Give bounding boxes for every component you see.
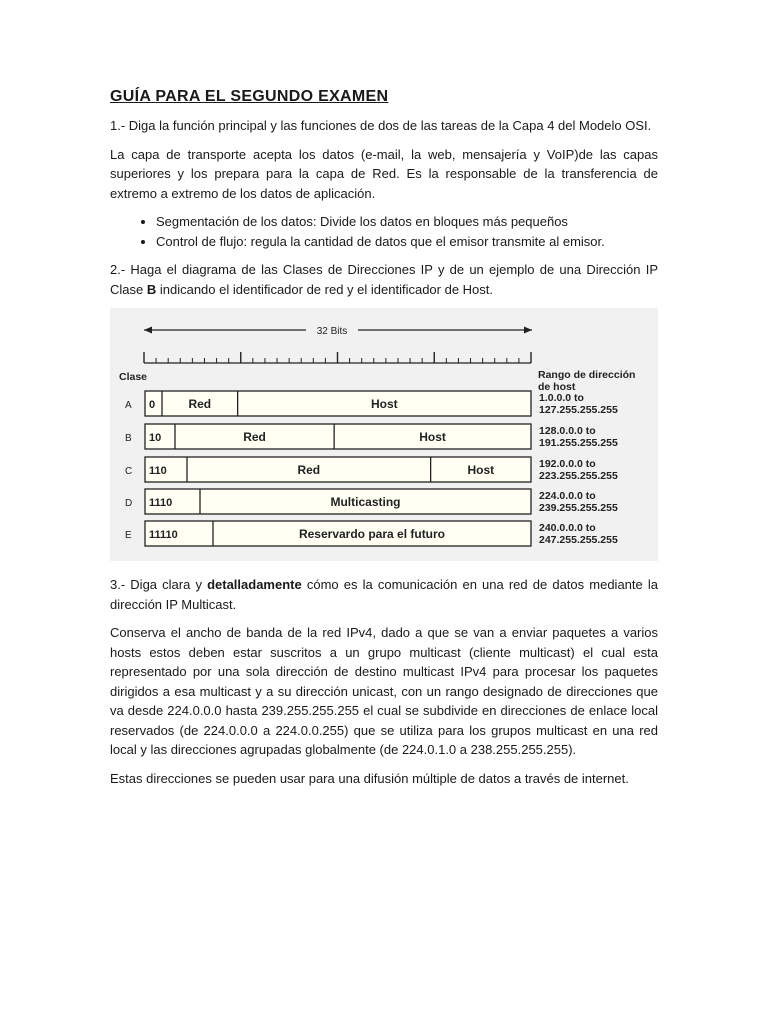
- range-start: 192.0.0.0 to: [539, 458, 596, 470]
- question-3-bold: detalladamente: [207, 577, 302, 592]
- range-start: 1.0.0.0 to: [539, 392, 584, 404]
- class-row-c: [125, 457, 618, 482]
- ip-class-diagram-svg: [110, 308, 658, 561]
- field-label: Red: [297, 463, 321, 477]
- question-2-text-end: indicando el identificador de red y el identificador de Host.: [156, 281, 494, 297]
- field-label: Red: [188, 397, 212, 411]
- field-label: Host: [419, 430, 446, 444]
- range-header-line1: Rango de dirección: [538, 369, 636, 381]
- range-start: 128.0.0.0 to: [539, 425, 596, 437]
- prefix-bits: 1110: [149, 497, 173, 509]
- question-2-bold: B: [146, 281, 157, 297]
- range-header-line2: de host: [538, 381, 576, 393]
- class-letter: E: [125, 530, 132, 541]
- class-letter: A: [125, 400, 132, 411]
- clase-header: Clase: [119, 371, 148, 383]
- class-letter: C: [125, 466, 133, 477]
- class-row-b: [125, 424, 618, 449]
- question-3-text-end: cómo es la comunicación en una red de datos mediante la dirección IP Multicast.: [110, 577, 658, 612]
- answer-3: Conserva el ancho de banda de la red IPv4, dado a que se van a enviar paquetes a varios hosts estos deben estar suscritos a un grupo multicast (cliente multicast) el cual esta representado por una sola dirección de destino multicast IPv4 para procesar los paquetes dirigidos a esa multicast y a su dirección unicast, con un rango designado de direcciones que va desde 224.0.0.0 hasta 239.255.255.255 el cual se subdivide en direcciones de enlace local reservados (de 224.0.0.0 a 224.0.0.255) que se utiliza para los grupos multicast en una red local y las direcciones agrupadas globalmente (de 224.0.1.0 a 238.255.255.255).: [110, 625, 658, 757]
- field-label: Host: [370, 397, 398, 411]
- list-item: • Segmentación de los datos: Divide los datos en bloques más pequeños: [156, 212, 658, 232]
- range-start: 240.0.0.0 to: [539, 522, 596, 534]
- class-row-a: [125, 391, 618, 416]
- field-label: Reservardo para el futuro: [298, 527, 446, 541]
- range-end: 239.255.255.255: [539, 502, 618, 514]
- field-label: Multicasting: [330, 495, 401, 509]
- question-3-text: 3.- Diga clara y: [110, 577, 208, 592]
- class-row-d: [125, 489, 618, 514]
- bit-ruler-ticks: [144, 352, 531, 363]
- field-label: Red: [243, 430, 266, 444]
- ip-class-diagram: [110, 308, 658, 561]
- class-letter: B: [125, 433, 132, 444]
- arrow-left-icon: [144, 327, 152, 334]
- question-1: 1.- Diga la función principal y las funciones de dos de las tareas de la Capa 4 del Modelo OSI.: [110, 118, 652, 133]
- question-2: [110, 260, 658, 299]
- document-body: [110, 86, 658, 797]
- class-rows: [125, 391, 618, 546]
- range-start: 224.0.0.0 to: [539, 490, 596, 502]
- class-row-e: [125, 521, 618, 546]
- range-end: 127.255.255.255: [539, 404, 618, 416]
- arrow-right-icon: [524, 327, 532, 334]
- prefix-bits: 10: [149, 432, 162, 444]
- bullet-list: [110, 212, 658, 251]
- range-end: 191.255.255.255: [539, 437, 618, 449]
- range-end: 223.255.255.255: [539, 470, 618, 482]
- page-title: GUÍA PARA EL SEGUNDO EXAMEN: [110, 88, 389, 105]
- prefix-bits: 0: [149, 399, 156, 411]
- list-item: • Control de flujo: regula la cantidad de datos que el emisor transmite al emisor.: [156, 232, 658, 252]
- prefix-bits: 110: [149, 465, 167, 477]
- question-3: [110, 575, 658, 614]
- field-label: Host: [467, 463, 495, 477]
- address-box: [145, 424, 531, 449]
- bits-label: 32 Bits: [316, 326, 348, 337]
- answer-1: La capa de transporte acepta los datos (e-mail, la web, mensajería y VoIP)de las capas superiores y los prepara para la capa de Red. Es la responsable de la transferencia de extremo a extremo de los datos de aplicación.: [110, 146, 658, 201]
- range-end: 247.255.255.255: [539, 534, 618, 546]
- question-2-text: 2.- Haga el diagrama de las Clases de Direcciones IP y de un ejemplo de una Dirección IP Clase: [110, 262, 658, 297]
- class-letter: D: [125, 498, 133, 509]
- answer-3-note: Estas direcciones se pueden usar para una difusión múltiple de datos a través de internet.: [110, 770, 629, 786]
- prefix-bits: 11110: [149, 529, 178, 541]
